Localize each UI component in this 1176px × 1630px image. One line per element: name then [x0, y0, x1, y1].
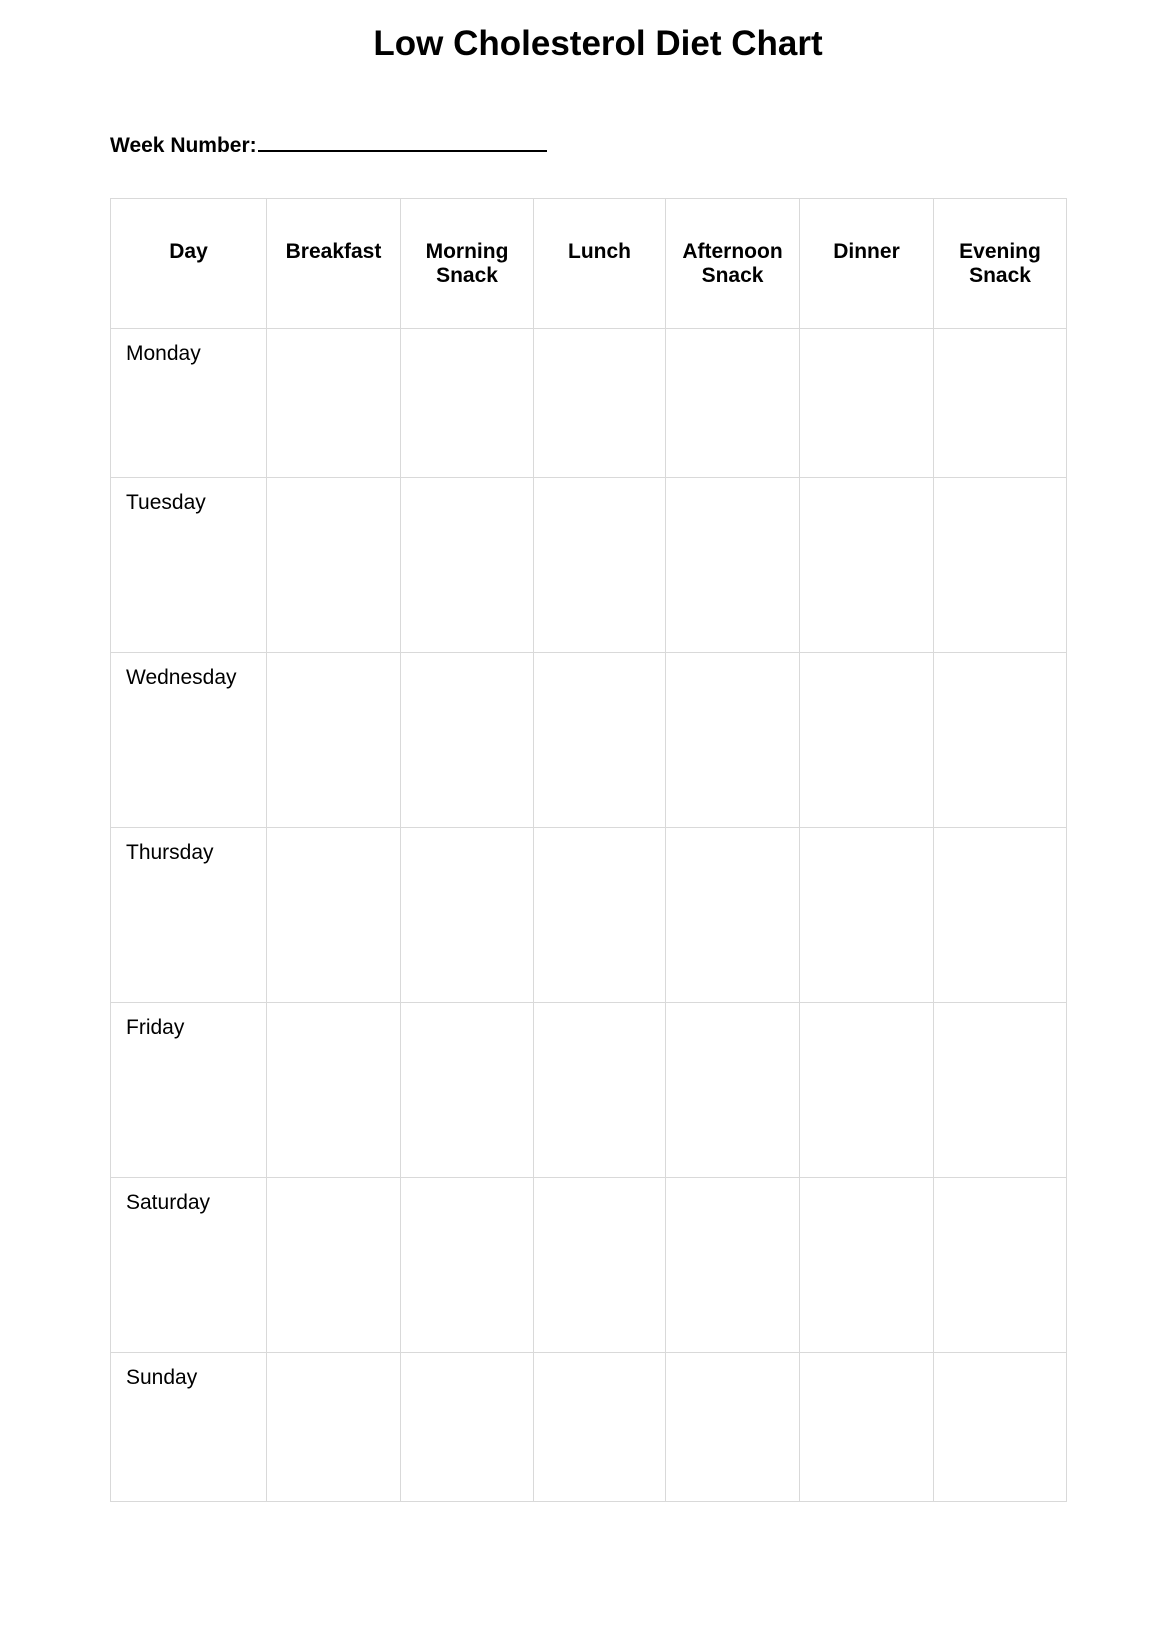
afternoon-snack-cell[interactable]	[666, 828, 800, 1003]
morning-snack-cell[interactable]	[401, 1178, 534, 1353]
morning-snack-cell[interactable]	[401, 1003, 534, 1178]
dinner-cell[interactable]	[800, 653, 934, 828]
breakfast-cell[interactable]	[267, 329, 401, 478]
afternoon-snack-cell[interactable]	[666, 1353, 800, 1502]
evening-snack-cell[interactable]	[934, 828, 1067, 1003]
header-row	[111, 199, 1067, 329]
lunch-cell[interactable]	[534, 1178, 666, 1353]
evening-snack-cell[interactable]	[934, 1003, 1067, 1178]
table-row	[111, 828, 1067, 1003]
table-row	[111, 653, 1067, 828]
breakfast-cell[interactable]	[267, 1003, 401, 1178]
evening-snack-cell[interactable]	[934, 329, 1067, 478]
lunch-cell[interactable]	[534, 1353, 666, 1502]
week-number-field[interactable]	[258, 128, 547, 152]
day-cell: Saturday	[111, 1178, 267, 1353]
afternoon-snack-cell[interactable]	[666, 478, 800, 653]
evening-snack-cell[interactable]	[934, 478, 1067, 653]
evening-snack-cell[interactable]	[934, 653, 1067, 828]
week-number-row	[110, 128, 547, 160]
dinner-cell[interactable]	[800, 828, 934, 1003]
dinner-cell[interactable]	[800, 1178, 934, 1353]
diet-chart-table	[110, 198, 1067, 1502]
table-row	[111, 329, 1067, 478]
dinner-cell[interactable]	[800, 478, 934, 653]
header-day: Day	[111, 199, 267, 329]
lunch-cell[interactable]	[534, 478, 666, 653]
evening-snack-cell[interactable]	[934, 1353, 1067, 1502]
day-cell: Sunday	[111, 1353, 267, 1502]
morning-snack-cell[interactable]	[401, 653, 534, 828]
morning-snack-cell[interactable]	[401, 1353, 534, 1502]
day-cell: Friday	[111, 1003, 267, 1178]
morning-snack-cell[interactable]	[401, 828, 534, 1003]
breakfast-cell[interactable]	[267, 478, 401, 653]
header-morning-snack: Morning Snack	[401, 199, 534, 329]
afternoon-snack-cell[interactable]	[666, 1003, 800, 1178]
lunch-cell[interactable]	[534, 329, 666, 478]
afternoon-snack-cell[interactable]	[666, 329, 800, 478]
day-cell: Tuesday	[111, 478, 267, 653]
afternoon-snack-cell[interactable]	[666, 1178, 800, 1353]
table-row	[111, 1178, 1067, 1353]
day-cell: Thursday	[111, 828, 267, 1003]
breakfast-cell[interactable]	[267, 653, 401, 828]
page-title: Low Cholesterol Diet Chart	[373, 24, 823, 63]
dinner-cell[interactable]	[800, 329, 934, 478]
day-cell: Monday	[111, 329, 267, 478]
morning-snack-cell[interactable]	[401, 478, 534, 653]
breakfast-cell[interactable]	[267, 1353, 401, 1502]
header-evening-snack: Evening Snack	[934, 199, 1067, 329]
lunch-cell[interactable]	[534, 1003, 666, 1178]
header-lunch: Lunch	[534, 199, 666, 329]
table-row	[111, 478, 1067, 653]
header-breakfast: Breakfast	[267, 199, 401, 329]
header-dinner: Dinner	[800, 199, 934, 329]
table-row	[111, 1353, 1067, 1502]
lunch-cell[interactable]	[534, 828, 666, 1003]
breakfast-cell[interactable]	[267, 1178, 401, 1353]
evening-snack-cell[interactable]	[934, 1178, 1067, 1353]
day-cell: Wednesday	[111, 653, 267, 828]
week-number-label: Week Number:	[110, 134, 257, 157]
table-row	[111, 1003, 1067, 1178]
header-afternoon-snack: Afternoon Snack	[666, 199, 800, 329]
morning-snack-cell[interactable]	[401, 329, 534, 478]
afternoon-snack-cell[interactable]	[666, 653, 800, 828]
dinner-cell[interactable]	[800, 1353, 934, 1502]
lunch-cell[interactable]	[534, 653, 666, 828]
breakfast-cell[interactable]	[267, 828, 401, 1003]
dinner-cell[interactable]	[800, 1003, 934, 1178]
